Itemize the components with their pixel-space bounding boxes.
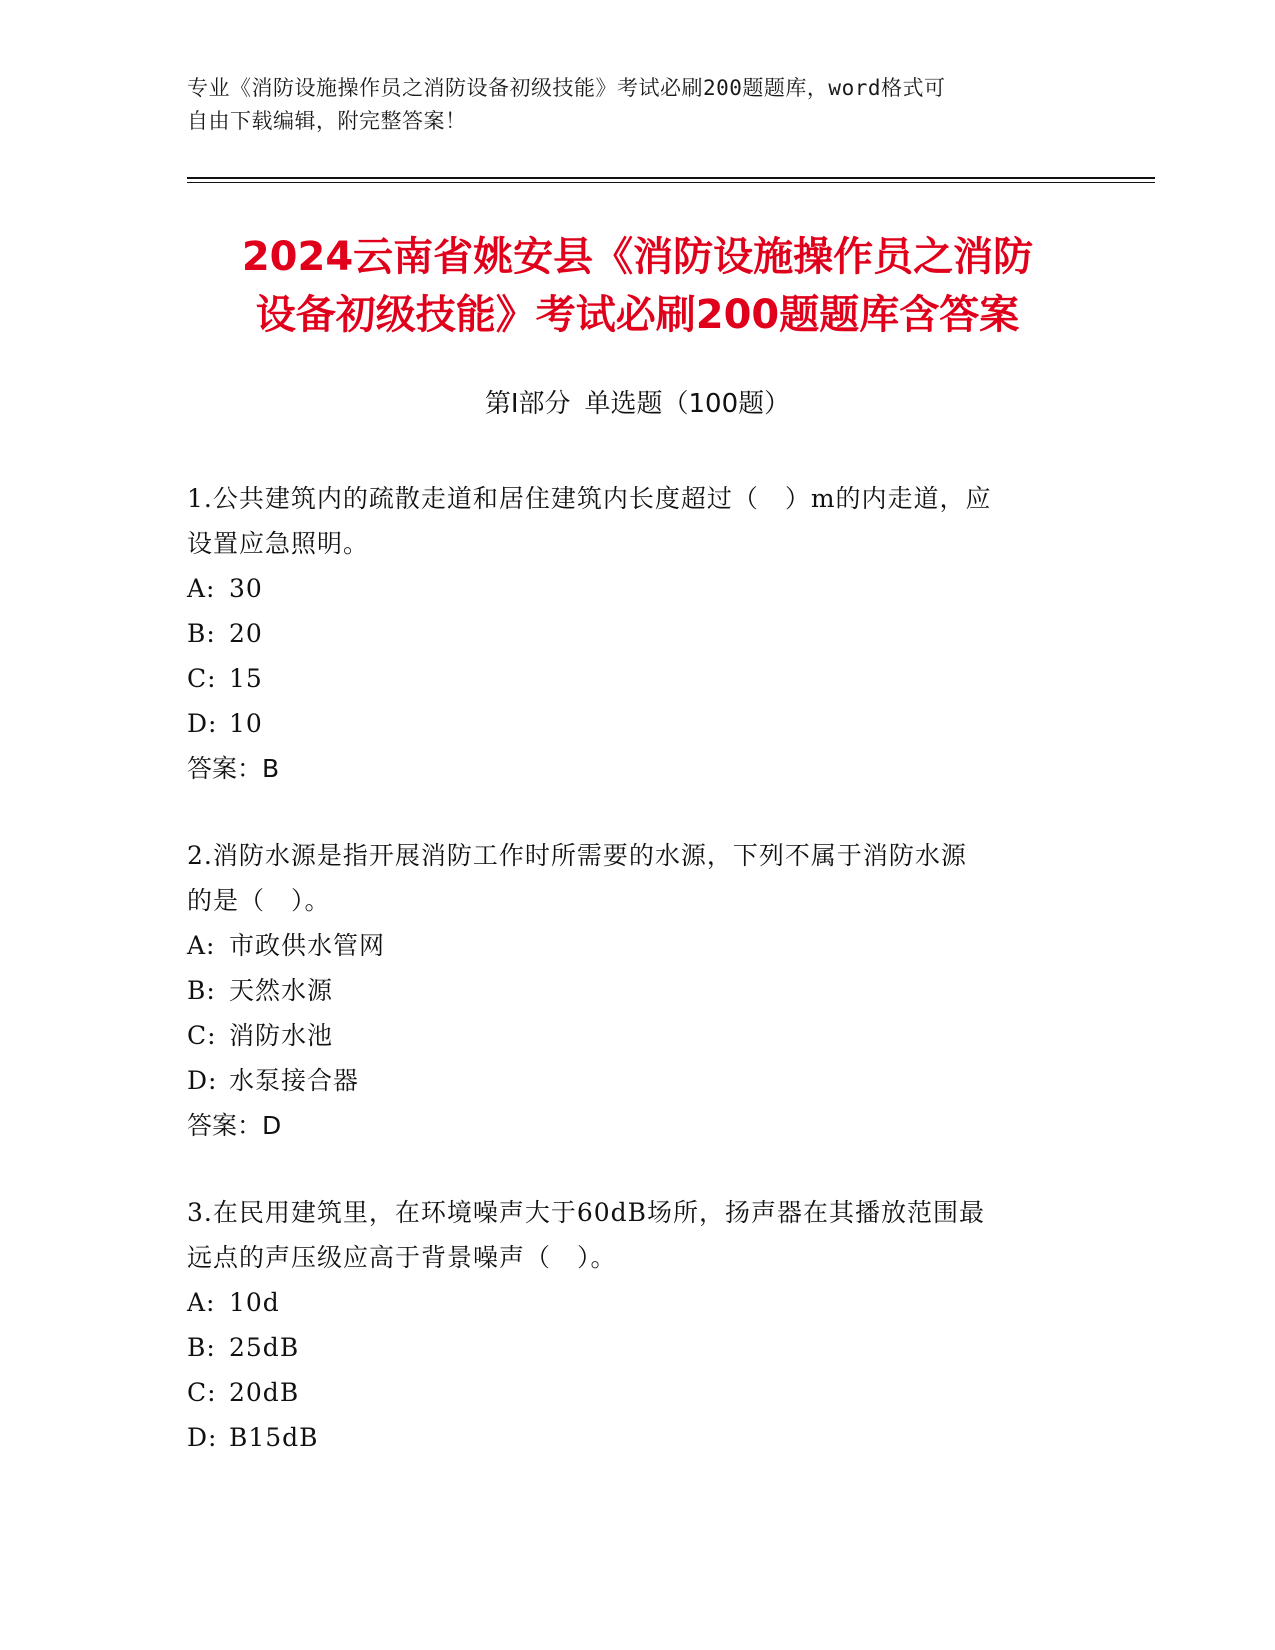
question-list: [187, 476, 1087, 1502]
option-d: [187, 1415, 1087, 1460]
option-text: 消防水池: [229, 1021, 334, 1050]
option-letter: D:: [187, 709, 218, 738]
option-text: 20: [229, 619, 263, 648]
question-stem-line-1: 3.在民用建筑里，在环境噪声大于60dB场所，扬声器在其播放范围最: [187, 1198, 986, 1227]
option-b: [187, 968, 1087, 1013]
question-stem-line-2: 设置应急照明。: [187, 529, 370, 558]
option-text: B15dB: [229, 1423, 319, 1452]
option-a: [187, 1280, 1087, 1325]
option-letter: B:: [187, 976, 216, 1005]
option-letter: C:: [187, 1378, 217, 1407]
option-text: 10: [229, 709, 263, 738]
document-title-line-2: 设备初级技能》考试必刷200题题库含答案: [255, 292, 1020, 338]
header-note: [187, 72, 1087, 138]
question-stem-line-2: 远点的声压级应高于背景噪声（ ）。: [187, 1243, 617, 1272]
section-name: 单选题（100题）: [584, 389, 791, 419]
question-stem: [187, 476, 1087, 566]
question-stem-line-1: 2.消防水源是指开展消防工作时所需要的水源，下列不属于消防水源: [187, 841, 967, 870]
option-text: 15: [229, 664, 263, 693]
option-b: [187, 1325, 1087, 1370]
question-stem: [187, 833, 1087, 923]
option-text: 天然水源: [229, 976, 334, 1005]
answer-line: 答案：D: [187, 1111, 282, 1140]
option-c: [187, 1370, 1087, 1415]
option-text: 30: [229, 574, 263, 603]
question-stem-line-2: 的是（ ）。: [187, 886, 331, 915]
option-text: 水泵接合器: [229, 1066, 360, 1095]
option-letter: D:: [187, 1066, 218, 1095]
option-letter: A:: [187, 574, 216, 603]
question-2: [187, 833, 1087, 1148]
option-b: [187, 611, 1087, 656]
option-letter: D:: [187, 1423, 218, 1452]
answer-line: 答案：B: [187, 754, 280, 783]
question-3: [187, 1190, 1087, 1460]
option-letter: B:: [187, 1333, 216, 1362]
option-a: [187, 566, 1087, 611]
option-a: [187, 923, 1087, 968]
option-letter: A:: [187, 1288, 216, 1317]
option-letter: C:: [187, 1021, 217, 1050]
document-title-line-1: 2024云南省姚安县《消防设施操作员之消防: [241, 234, 1034, 280]
question-stem: [187, 1190, 1087, 1280]
option-c: [187, 656, 1087, 701]
option-letter: C:: [187, 664, 217, 693]
option-letter: B:: [187, 619, 216, 648]
section-heading: [0, 386, 1275, 422]
header-note-line-1: 专业《消防设施操作员之消防设备初级技能》考试必刷200题题库，word格式可: [187, 76, 946, 100]
option-d: [187, 701, 1087, 746]
option-text: 20dB: [229, 1378, 300, 1407]
option-text: 10d: [229, 1288, 280, 1317]
option-d: [187, 1058, 1087, 1103]
question-stem-line-1: 1.公共建筑内的疏散走道和居住建筑内长度超过（ ）m的内走道，应: [187, 484, 992, 513]
option-letter: A:: [187, 931, 216, 960]
section-part-label: 第I部分: [484, 389, 571, 419]
option-text: 25dB: [229, 1333, 300, 1362]
question-1: [187, 476, 1087, 791]
document-title: [150, 228, 1125, 344]
header-note-line-2: 自由下载编辑，附完整答案！: [187, 109, 467, 133]
option-c: [187, 1013, 1087, 1058]
option-text: 市政供水管网: [229, 931, 386, 960]
header-divider-thin: [187, 182, 1155, 183]
header-divider-thick: [187, 177, 1155, 179]
